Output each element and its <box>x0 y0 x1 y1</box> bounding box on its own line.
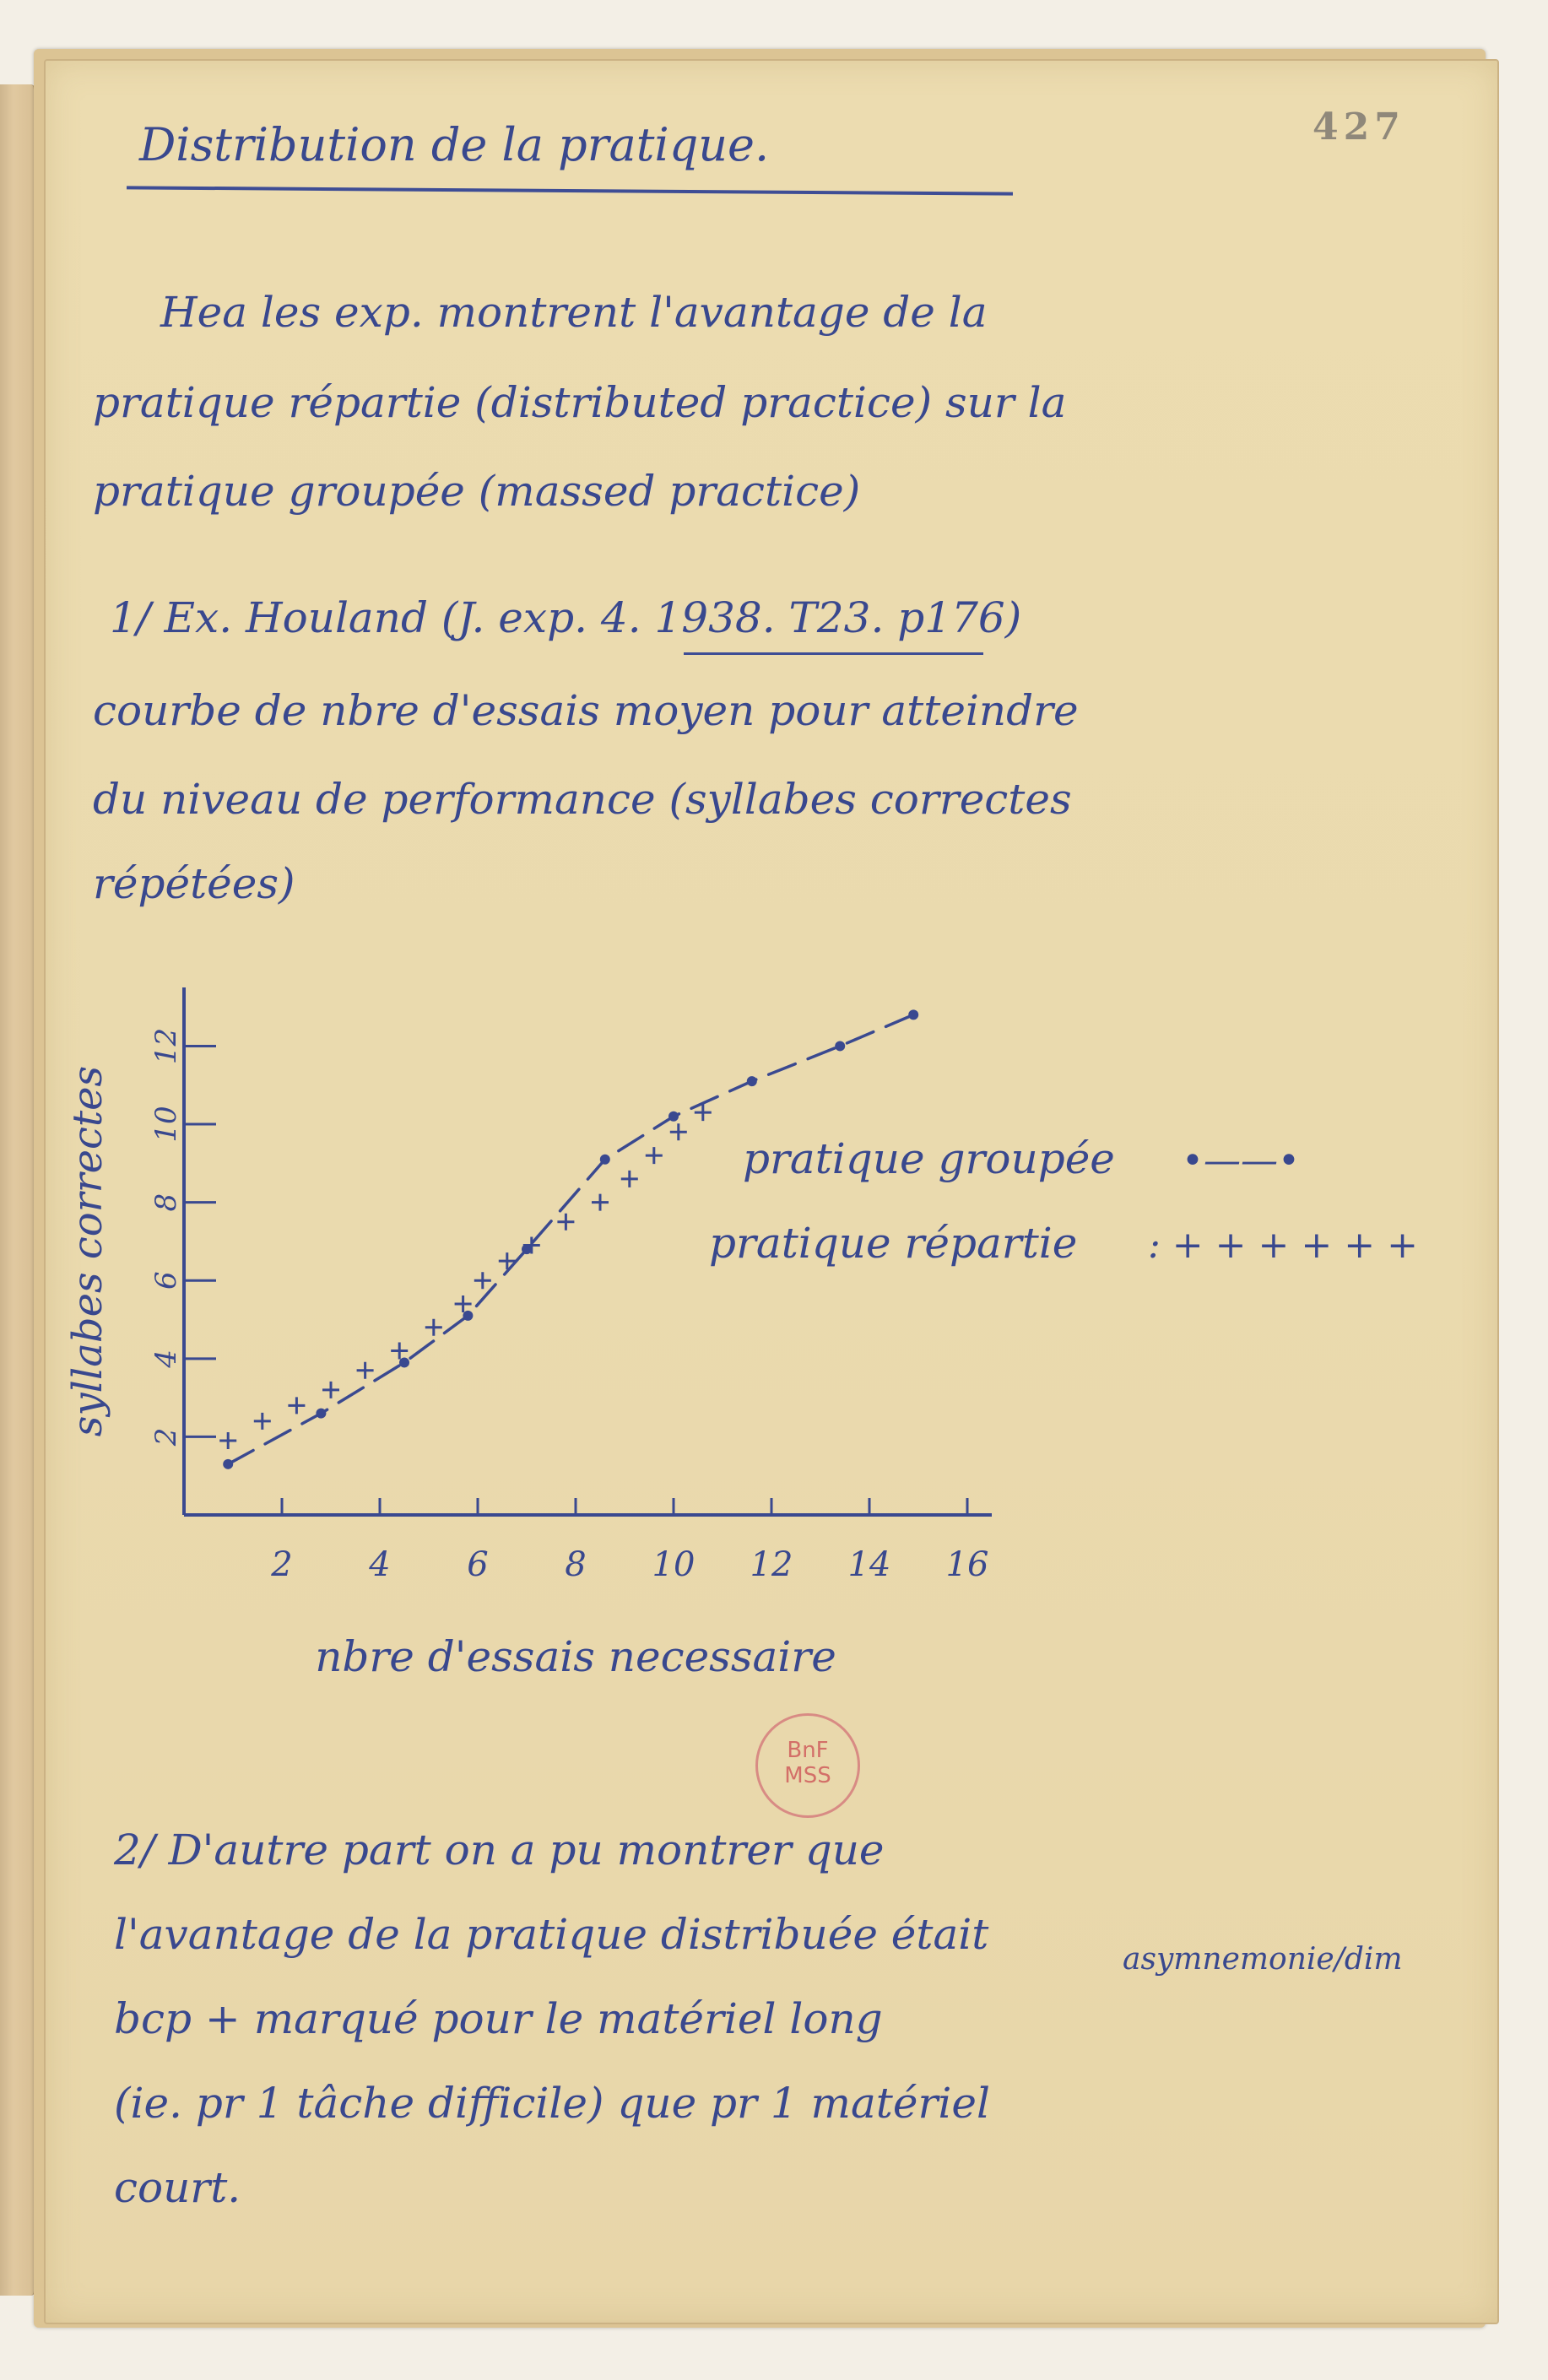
data-point-spread <box>670 1123 687 1140</box>
folio-number: 427 <box>1313 105 1405 149</box>
data-point-grouped <box>600 1155 610 1165</box>
y-tick-label: 12 <box>149 1027 183 1065</box>
legend-symbol-spread: : + + + + + + <box>1148 1224 1418 1267</box>
example-line-3: répétées) <box>93 859 295 908</box>
y-tick-label: 10 <box>149 1106 183 1143</box>
data-point-spread <box>219 1432 236 1449</box>
conclusion-text-1: D'autre part on a pu montrer que <box>168 1826 885 1874</box>
data-point-grouped <box>223 1459 233 1469</box>
data-point-spread <box>391 1343 408 1360</box>
conclusion-line-1 <box>114 1806 885 1894</box>
data-point-spread <box>322 1382 339 1398</box>
example-line-1: courbe de nbre d'essais moyen pour atteindre <box>93 686 1079 735</box>
data-point-grouped <box>316 1409 326 1419</box>
data-point-grouped <box>747 1076 757 1086</box>
x-tick-label: 10 <box>652 1545 696 1584</box>
y-tick-label: 8 <box>149 1193 183 1212</box>
conclusion-line-4: (ie. pr 1 tâche difficile) que pr 1 matériel <box>114 2079 990 2128</box>
x-tick-label: 6 <box>467 1545 489 1584</box>
intro-line-3: pratique groupée (massed practice) <box>93 467 861 516</box>
legend-label-spread: pratique répartie <box>709 1219 1078 1268</box>
data-point-spread <box>557 1214 574 1231</box>
data-point-spread <box>357 1362 374 1379</box>
data-point-spread <box>455 1295 472 1312</box>
conclusion-line-3: bcp + marqué pour le matériel long <box>114 1994 883 2043</box>
data-point-grouped <box>668 1112 679 1122</box>
data-point-spread <box>474 1272 491 1289</box>
data-point-spread <box>646 1147 663 1164</box>
x-tick-label: 12 <box>750 1545 793 1584</box>
example-line-2: du niveau de performance (syllabes correctes <box>93 775 1072 824</box>
legend-label-grouped: pratique groupée <box>743 1134 1115 1183</box>
y-axis-title: syllabes correctes <box>64 1065 111 1437</box>
data-point-spread <box>592 1194 609 1211</box>
conclusion-line-5: court. <box>114 2163 241 2212</box>
bnf-stamp <box>755 1713 860 1818</box>
intro-line-2: pratique répartie (distributed practice) sur la <box>93 378 1067 427</box>
y-tick-label: 4 <box>149 1349 183 1368</box>
data-point-spread <box>254 1413 271 1430</box>
stamp-line-1: BnF <box>787 1738 829 1763</box>
x-tick-label: 2 <box>271 1545 293 1584</box>
data-point-spread <box>425 1319 442 1336</box>
conclusion-line-2: l'avantage de la pratique distribuée était <box>114 1910 989 1959</box>
legend-symbol-grouped: •——• <box>1182 1139 1300 1182</box>
page-title: Distribution de la pratique. <box>139 118 770 171</box>
x-axis-title: nbre d'essais necessaire <box>315 1632 836 1681</box>
x-tick-label: 14 <box>847 1545 891 1584</box>
conclusion-number: 2/ <box>114 1826 155 1874</box>
data-point-grouped <box>399 1357 409 1367</box>
data-point-grouped <box>835 1041 845 1051</box>
stamp-line-2: MSS <box>784 1763 831 1788</box>
y-tick-label: 6 <box>149 1271 183 1290</box>
x-tick-label: 8 <box>565 1545 587 1584</box>
intro-line-1: Hea les exp. montrent l'avantage de la <box>160 288 988 337</box>
example-reference: 1/ Ex. Houland (J. exp. 4. 1938. T23. p176) <box>110 593 1022 642</box>
x-tick-label: 4 <box>369 1545 391 1584</box>
data-point-grouped <box>908 1009 918 1020</box>
data-point-spread <box>288 1397 305 1414</box>
data-point-spread <box>621 1171 638 1187</box>
data-point-grouped <box>463 1311 473 1321</box>
y-tick-label: 2 <box>149 1427 183 1447</box>
x-tick-label: 16 <box>945 1545 989 1584</box>
conclusion-insertion: asymnemonie/dim <box>1123 1942 1403 1977</box>
